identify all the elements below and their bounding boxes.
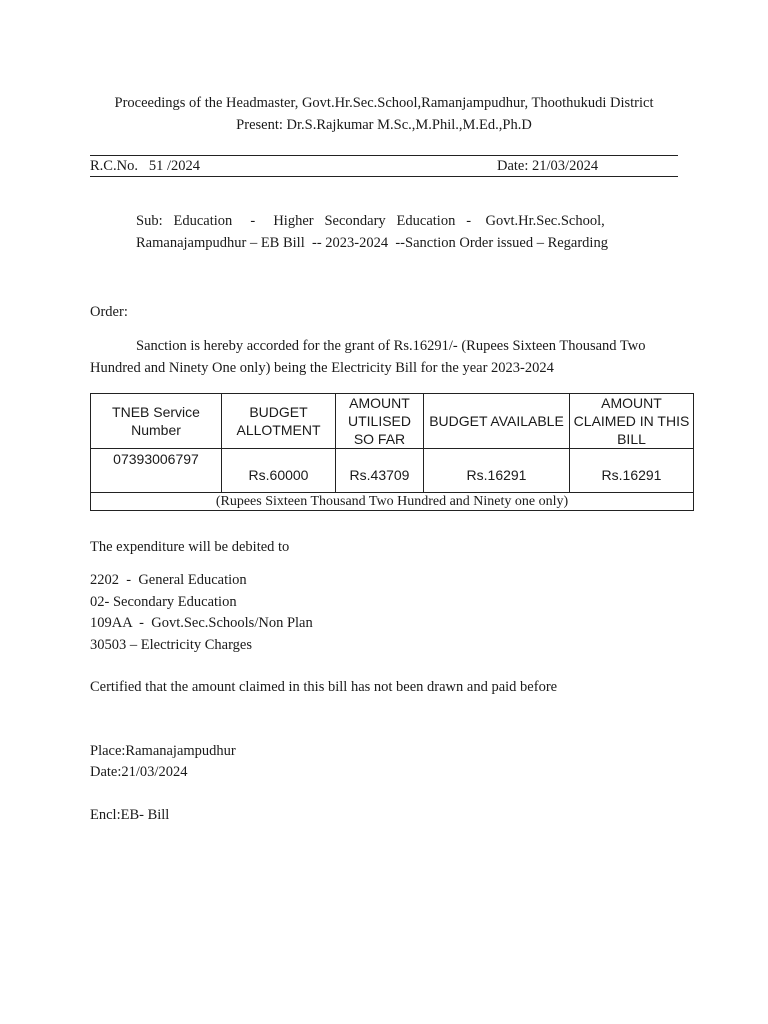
subject-block [136, 211, 677, 254]
service-number-cell: 07393006797 [91, 449, 222, 493]
table-header-row [91, 394, 694, 449]
sanction-paragraph: Sanction is hereby accorded for the grant of Rs.16291/- (Rupees Sixteen Thousand Two Hundred and Ninety One only) being the Electricity Bill for the year 2023-2024 [90, 338, 646, 376]
debit-intro: The expenditure will be debited to [90, 539, 290, 555]
enclosure-text: Encl:EB- Bill [90, 807, 170, 823]
table-header-cell: BUDGET AVAILABLE [424, 394, 570, 449]
budget-available-cell: Rs.16291 [424, 449, 570, 493]
header-present: Present: Dr.S.Rajkumar M.Sc.,M.Phil.,M.Ed.,Ph.D [236, 116, 532, 133]
bottom-divider [90, 176, 678, 177]
order-label: Order: [90, 304, 128, 320]
amount-claimed-cell: Rs.16291 [570, 449, 694, 493]
amount-in-words: (Rupees Sixteen Thousand Two Hundred and Ninety one only) [91, 493, 694, 511]
reference-date: Date: 21/03/2024 [497, 158, 599, 174]
certificate-text: Certified that the amount claimed in this bill has not been drawn and paid before [90, 679, 558, 695]
account-head-item: 30503 – Electricity Charges [90, 636, 253, 653]
bill-table [90, 393, 694, 511]
account-head-item: 02- Secondary Education [90, 593, 237, 610]
rc-number: R.C.No. 51 /2024 [90, 158, 200, 174]
table-header-cell: AMOUNT UTILISED SO FAR [336, 394, 424, 449]
subject-line-1: Sub: Education - Higher Secondary Education - Govt.Hr.Sec.School, [136, 213, 605, 229]
table-row [91, 449, 694, 493]
proceedings-header [90, 93, 678, 136]
account-head-item: 2202 - General Education [90, 572, 247, 588]
account-head-item: 109AA - Govt.Sec.Schools/Non Plan [90, 615, 313, 631]
subject-line-2: Ramanajampudhur – EB Bill -- 2023-2024 --Sanction Order issued – Regarding [136, 234, 608, 251]
header-title: Proceedings of the Headmaster, Govt.Hr.Sec.School,Ramanjampudhur, Thoothukudi District [114, 95, 654, 111]
place-text: Place:Ramanajampudhur [90, 743, 236, 759]
footer-date: Date:21/03/2024 [90, 764, 188, 780]
table-header-cell: AMOUNT CLAIMED IN THIS BILL [570, 394, 694, 449]
table-words-row [91, 493, 694, 511]
table-header-cell: TNEB Service Number [91, 394, 222, 449]
amount-utilised-cell: Rs.43709 [336, 449, 424, 493]
budget-allotment-cell: Rs.60000 [222, 449, 336, 493]
account-heads [90, 570, 313, 656]
table-header-cell: BUDGET ALLOTMENT [222, 394, 336, 449]
